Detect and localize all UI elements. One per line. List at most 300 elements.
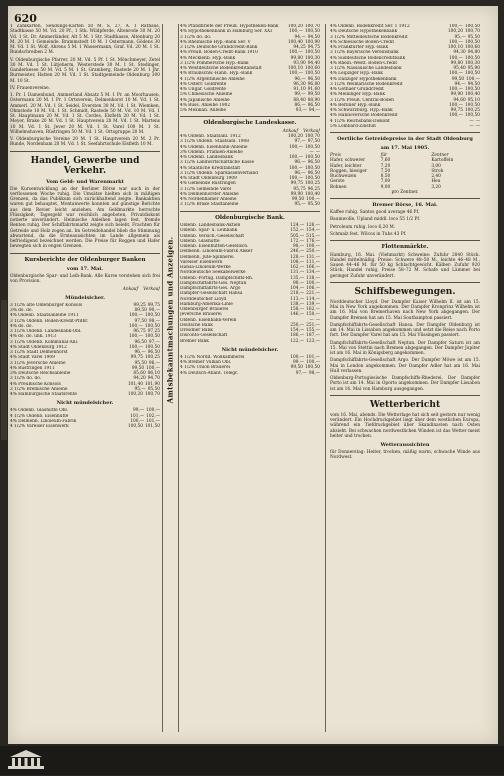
sell-price: 94,50 xyxy=(467,81,480,87)
sell-price: 154,— xyxy=(306,228,320,234)
security-name: 4 1/2% Nordd. Wollkämmerei xyxy=(180,354,245,360)
landeskasse-heading: Oldenburgische Landeskasse. xyxy=(203,120,297,127)
buy-price: 100,— xyxy=(289,155,303,161)
landeskasse-list xyxy=(180,134,320,208)
buy-price: 100,— xyxy=(130,418,145,424)
security-name: 3 1/2% Landwirtschaftliche Kasse xyxy=(180,160,255,166)
buy-price: 100,10 xyxy=(287,66,303,71)
security-name: 4% Schlesische Boden-Credit xyxy=(330,39,395,45)
sell-price: 95,50 xyxy=(147,386,160,392)
shares-list xyxy=(180,223,320,344)
sell-price: 101,— xyxy=(146,418,160,424)
sell-price: 123,— xyxy=(306,338,320,344)
side-label-text: Amtsbekanntmachungen und Anzeigen. xyxy=(165,236,175,404)
security-name: 4% Deutsch-Atlant. Telegr. xyxy=(180,370,239,376)
sell-price: 138,— xyxy=(306,275,320,281)
security-name: 4% do. do. xyxy=(10,323,33,329)
side-label xyxy=(163,200,177,440)
buy-price: 108,— xyxy=(290,259,305,265)
buy-price: 186,— xyxy=(290,333,305,339)
sell-price: 100,50 xyxy=(464,39,480,45)
buy-price: 100,20 xyxy=(287,134,303,140)
security-name: 4% Stadt Oldenburg 1909 xyxy=(180,176,237,182)
buy-price: 95,75 xyxy=(293,186,306,192)
sell-price: 100,— xyxy=(466,76,480,82)
buy-price: 95,50 xyxy=(134,360,147,366)
sell-price: 101,— xyxy=(306,354,320,360)
grain-cell: Bohnen xyxy=(330,184,347,190)
sell-price: 100,30 xyxy=(304,55,320,61)
buy-price: 96,— xyxy=(294,170,306,176)
buy-price: 152,— xyxy=(290,228,305,234)
buy-price: — xyxy=(309,149,314,155)
security-name: 5% Lombard-Zinsfuß xyxy=(330,123,376,129)
exchange-line: Kaffee ruhig. Santos good average 46 Pf. xyxy=(330,210,420,215)
sell-price: — xyxy=(315,149,320,155)
grain-cell: Roggen, hiesiger xyxy=(330,168,367,174)
security-name: Oldenb. Glashütte xyxy=(180,238,220,244)
buy-price: 94,25 xyxy=(293,45,306,50)
security-name: 5% Chinesische Anleihe xyxy=(180,92,233,98)
sell-price: 100,50 xyxy=(464,71,480,77)
sell-price: 100,50 xyxy=(144,344,160,350)
weather-report: vom 16. Mai, abends. Die Wetterlage hat sich seit gestern nur wenig verändert. Ein Hochdruckgebiet liegt über dem westlichen Europa, während ein Tiefdruckgebiet über Skandinavien nach Osten abzieht. Bei schwachen nordwestlichen Winden ist das Wetter meist heiter und trocken. xyxy=(330,412,480,439)
buy-price: 91,10 xyxy=(293,87,306,92)
sell-price: 100,30 xyxy=(464,60,480,66)
shipping-report: Dampfschiffahrts-Gesellschaft Neptun. Der Dampfer Saturn ist am 15. Mai von Stettin nach Bremen abgegangen. Der Dampfer Jupiter ist am 16. Mai in Königsberg angekommen. xyxy=(330,340,480,357)
security-name: Disconto-Gesellschaft xyxy=(180,333,228,339)
sell-price: 100,70 xyxy=(464,29,480,35)
exchange-line: Schmalz fest. Wilcox in Tubs 43 Pf. xyxy=(330,231,407,237)
sell-price: 100,60 xyxy=(464,45,480,50)
divider xyxy=(10,151,160,152)
shipping-reports xyxy=(330,300,480,392)
buy-price: — xyxy=(309,317,314,323)
security-name: 4 1/2% Union Brauerei xyxy=(180,365,231,371)
intro-section xyxy=(10,24,160,148)
buy-price: 97,— xyxy=(295,370,307,376)
security-name: 4% Meininger Hyp.-Bank xyxy=(330,92,385,98)
sell-price: 162,— xyxy=(306,307,320,313)
sell-price: 100,50 xyxy=(464,55,480,61)
sell-price: 88,90 xyxy=(307,97,320,103)
grain-cell: 7,20 xyxy=(380,163,391,169)
buy-price: 138,— xyxy=(290,301,305,307)
grain-cell: Stroh xyxy=(431,168,444,174)
buy-price: 94,— xyxy=(454,81,466,87)
securities-subheading-2: Nicht mündelsicher. xyxy=(56,400,114,407)
rate-row xyxy=(330,124,480,129)
sell-price: 100,— xyxy=(306,197,320,203)
divider xyxy=(180,211,320,212)
sell-price: 100,50 xyxy=(464,102,480,108)
grain-cell: Gerste xyxy=(330,179,345,185)
sell-price: 100,25 xyxy=(464,108,480,113)
column-rule xyxy=(178,24,179,732)
sell-price: 126,— xyxy=(306,223,320,229)
security-name: 4% Preuß. Boden-Credit-Bank 1910 xyxy=(180,50,258,56)
security-name: 4% do. do. unk. 1913 xyxy=(10,334,56,340)
sell-price: 95,90 xyxy=(467,66,480,71)
buy-price: 100,— xyxy=(289,165,303,171)
security-name: 4% Rhein.-Westf. Boden-Credit xyxy=(330,60,398,66)
grain-cell: 3,20 xyxy=(431,184,441,190)
grain-cell: 7,50 xyxy=(380,168,391,174)
security-name: 3 1/2% do. do. xyxy=(10,376,42,382)
security-name: 3 1/2% Jeversche Anleihe xyxy=(10,360,66,366)
sell-price: 100,50 xyxy=(144,334,160,340)
grain-note: pro Zentner. xyxy=(391,189,419,195)
buy-price: 100,— xyxy=(289,144,303,150)
scan-footer xyxy=(0,746,504,775)
sell-price: 100,50 xyxy=(304,29,320,35)
buy-price: 100,— xyxy=(449,87,463,92)
buy-price: 97,— xyxy=(294,139,306,145)
library-logo xyxy=(6,748,46,772)
buy-price: 100,— xyxy=(449,71,463,77)
buy-price: 99,— xyxy=(132,408,145,414)
buy-price: 93,90 xyxy=(293,60,306,66)
sell-price: 97,25 xyxy=(147,329,160,335)
sell-price: 106,— xyxy=(306,286,320,292)
security-name: 3 1/2% Nassauische Landesbank xyxy=(330,66,402,71)
shipping-report: Dampfschiffahrts-Gesellschaft Argo. Der Dampfer Möwe ist am 15. Mai in London angekommen. Der Dampfer Adler hat am 16. Mai Hull verlassen. xyxy=(330,358,480,374)
sell-price: 100,70 xyxy=(304,134,320,140)
security-name: 3 1/2% Oldenb. Staatsanl. 1908 xyxy=(180,139,249,145)
buy-price: 99,25 xyxy=(133,302,146,308)
buy-price: 98,— xyxy=(292,280,305,286)
column-left xyxy=(10,24,160,732)
security-name: 3 1/2% Pommersche Hyp.-Bank xyxy=(180,60,249,66)
sell-price: 97,— xyxy=(148,339,160,345)
security-name: 4% Oldenb. Staatsanl. 1912 xyxy=(180,134,241,140)
buy-price: 93,— xyxy=(295,108,307,113)
sell-price: 97,50 xyxy=(307,139,320,145)
buy-price: 505,— xyxy=(290,233,305,239)
buy-price: 99,50 xyxy=(451,76,465,82)
column-middle xyxy=(180,24,320,732)
buy-price: 99,80 xyxy=(450,60,463,66)
sell-price: 100,50 xyxy=(304,365,320,371)
security-name: 4% Pfandbriefe der Preuß. Hypotheken-Bank xyxy=(180,24,279,29)
sell-price: 176,— xyxy=(306,238,320,244)
buy-price: 96,— xyxy=(294,76,306,82)
buy-price: 99,— xyxy=(294,92,306,98)
column-right xyxy=(330,24,480,732)
sell-price: 91,60 xyxy=(307,87,320,92)
buy-price: 99,— xyxy=(292,360,305,366)
buy-price: 100,50 xyxy=(127,424,143,430)
weather-heading: Wetterbericht xyxy=(369,399,441,410)
shipping-report: Dampfschiffahrts-Gesellschaft Hansa. Der Dampfer Oldenburg ist am 14. Mai in Lissabon angekommen und setzt die Reise nach Porto fort. Der Dampfer Varel hat am 15. Mai Vlissingen passiert. xyxy=(330,322,480,339)
sell-price: 221,— xyxy=(306,291,320,297)
buy-price: 99,50 xyxy=(290,365,303,371)
buy-price: 250,— xyxy=(290,322,305,328)
buy-price: 246,— xyxy=(290,249,305,255)
security-name: 3 1/2% Oldenb. Sparkassenverband xyxy=(180,170,258,176)
buy-price: — xyxy=(469,118,474,124)
grain-prices-heading: Oertliche Getreidepreise in der Stadt Oldenburg xyxy=(337,136,473,142)
security-name: Jeversche Brauerei xyxy=(180,312,222,318)
security-name: 4% Ungar. Goldrente xyxy=(180,87,226,92)
sell-price: 94,— xyxy=(308,108,320,113)
shipping-report: Norddeutscher Lloyd. Der Dampfer Kaiser Wilhelm II. ist am 15. Mai in New York angekommen. Der Dampfer Kronprinz Wilhelm ist am 16. Mai von Bremerhaven nach New York abgegangen. Der Dampfer Bremen hat am 15. Mai Southampton passiert. xyxy=(330,299,480,321)
sell-price: 139,— xyxy=(306,301,320,307)
buy-price: 96,— xyxy=(294,160,306,166)
divider xyxy=(330,240,480,241)
buy-price: 99,75 xyxy=(290,181,303,187)
security-name: 4% Rüstringen 1911 xyxy=(10,365,55,371)
sell-header: Verkauf xyxy=(143,286,160,292)
security-name: 3 1/2% Deutsche Grundcredit-Bank xyxy=(180,45,258,50)
shares-subheading: Nicht mündelsicher. xyxy=(221,346,279,353)
buy-price: 100,— xyxy=(129,334,143,340)
security-name: 4% Hypothekenbank in Hamburg Ser. XXI xyxy=(180,29,272,35)
buy-price: — xyxy=(469,123,474,129)
exchange-line: Baumwolle, Upland middl. loco 55 1/2 Pf. xyxy=(330,217,421,223)
buy-price: 100,— xyxy=(129,323,143,329)
security-name: Oldenb. Eisenhütten-Gesellsch. xyxy=(180,244,249,250)
buy-price: 97,50 xyxy=(134,318,147,324)
security-name: 4% Russ. Anleihe 1902 xyxy=(180,102,231,108)
security-name: 3 1/2% Weimarische Bodenkredit xyxy=(330,81,403,87)
security-name: Oldenb.-Portug. Dampfschiffs-Rh. xyxy=(180,275,254,281)
security-name: Oldenb. Spar- u. Leihbank xyxy=(180,228,238,234)
sell-price: 155,— xyxy=(306,328,320,334)
security-name: 3 1/2% Bayerische Vereinsbank xyxy=(330,50,399,56)
grain-col-header: Zentner xyxy=(431,153,449,158)
rate-row xyxy=(10,392,160,397)
divider xyxy=(330,282,480,283)
sell-price: 100,— xyxy=(146,408,160,414)
sell-price: 96,— xyxy=(148,360,160,366)
buy-price: 100,— xyxy=(289,71,303,77)
bonds-list xyxy=(180,355,320,376)
security-name: 3 1/2% alte Oldenburger Konsols xyxy=(10,302,83,308)
grain-cell: 7,60 xyxy=(380,158,391,164)
buy-price: 100,20 xyxy=(287,24,303,29)
security-name: 4% Oldenb. Staatsanleihe 1911 xyxy=(10,313,79,319)
notice-paragraph: V. Oldenburgische Vereine 20 M. 1 St. Hauptverein 20 M. 2 Pr. Bunde, Nordenham 20 M. Vd. 1 St. Seefahrtschule Elsfleth 10 M. xyxy=(10,137,160,148)
security-name: 3 1/2% Brake Stadtanleihe xyxy=(180,202,239,208)
sell-price: 90,— xyxy=(148,308,160,314)
buy-price: 99,50 xyxy=(131,365,145,371)
security-name: 4% Österr. Goldrente xyxy=(180,81,227,87)
buy-price: 113,— xyxy=(290,296,305,302)
sell-price: 96,80 xyxy=(307,81,320,87)
divider xyxy=(330,198,480,199)
sell-price: 98,— xyxy=(148,318,160,324)
grain-cell: 2,40 xyxy=(431,174,441,179)
buy-price: 100,— xyxy=(449,55,463,61)
security-name: 3 1/2% do. do. xyxy=(180,34,212,40)
notice-paragraph: 1. Pr. 1 Damenbund, Ammerland Absatz 5 M. 1 Pr. an Moorhausen, Ostermann 20 M. 1 Pr. 1 Ortsverein, Delmenhorst 10 M. Vd. 1 St. Ammerl. 20 M. Vd. 1 St. Seidel, Eversten 30 M. Vd. 1 St. Wiemken, Ohmstede 10 M. Vd. 1 St. Schmidt, Rastede 50 M. Vd. 10 M. Vd. 1 St. Hauptmann 20 M. Vd. 1 St. Cordes, Elsfleth 20 M. Vd. 1 St. Meyer, Brake 20 M. Vd. 1 St. Hauptverein 20 M. Vd. 1 St. Martens 10 M. Vd. 1 St. Jever 20 M. Vd. 1 St. Varel 100 M. 1 St. Wilhelmshaven, Rüstringen 50 M. Vd. 1 St. Ortsgruppe 20 M. xyxy=(10,93,160,135)
buy-price: 124,— xyxy=(290,223,305,229)
security-name: 4% Nordenhamer Anleihe xyxy=(180,197,237,203)
sell-price: 102,— xyxy=(146,413,160,419)
security-name: 4% Hannoversche Bodenkredit xyxy=(330,113,398,119)
sell-price: 131,— xyxy=(306,254,320,260)
security-name: 3 1/2% Oldenb. Boden-Kredit-Pfdbr. xyxy=(10,318,89,324)
security-name: 4% Rheinische Hyp.-Bank Ser. V xyxy=(180,39,251,45)
divider xyxy=(180,116,320,117)
buy-price: 89,50 xyxy=(134,308,147,314)
security-name: 3 1/2% Oldenb. Kommunal-Anl. xyxy=(10,339,79,345)
sell-price: 101,90 xyxy=(144,381,160,387)
buy-price: 218,— xyxy=(290,291,305,297)
security-name: 4% Bremer Vulkan Obl. xyxy=(180,360,232,366)
sell-price: 95,50 xyxy=(307,202,320,208)
buy-price: 95,40 xyxy=(453,66,466,71)
bank-rates-list xyxy=(10,303,160,398)
buy-price: 88,40 xyxy=(293,97,306,103)
grain-cell: Hafer, schwerer xyxy=(330,158,366,164)
bank-report-note: Oldenburgische Spar- und Leih-Bank. Alle Kurse verstehen sich frei von Provision. xyxy=(10,274,160,285)
sell-price: 99,50 xyxy=(307,92,320,98)
sell-price: 100,50 xyxy=(304,71,320,77)
sell-price: 100,50 xyxy=(304,50,320,56)
buy-price: 100,— xyxy=(449,102,463,108)
security-name: 4% Leipziger Hyp.-Bank xyxy=(330,71,383,77)
security-name: Dampfer-Gesellschaft Hansa xyxy=(180,291,243,297)
buy-price: 99,90 xyxy=(290,191,303,197)
sell-price: 96,50 xyxy=(307,76,320,82)
buy-price: 100,— xyxy=(449,39,463,45)
buy-price: 98,— xyxy=(292,244,305,250)
security-name: 4% Berliner Hyp.-Bank xyxy=(330,102,381,108)
sell-price: 100,50 xyxy=(304,165,320,171)
sell-price: 100,40 xyxy=(304,191,320,197)
divider xyxy=(10,253,160,254)
security-name: Bremer Bank xyxy=(180,338,209,344)
buy-header: Ankauf xyxy=(282,128,299,134)
sell-price: 134,— xyxy=(306,270,320,276)
buy-price: 154,— xyxy=(290,328,305,334)
mortgage-bonds-list xyxy=(330,24,480,129)
grain-prices-date: am 17. Mai 1905. xyxy=(380,145,430,151)
buy-price: 95,— xyxy=(454,34,466,40)
security-name: 4% Deutsche Hypothekenbank xyxy=(330,29,398,35)
security-name: 4% Braunschw.-Hann. Hyp.-Bank xyxy=(180,71,253,77)
security-name: Oldenb. Eisenbahn-Verein xyxy=(180,317,237,323)
sell-price: 100,25 xyxy=(144,355,160,361)
security-name: 5% Mexikan. Anleihe xyxy=(180,108,227,113)
security-name: Deutsche Bank xyxy=(180,322,213,328)
buy-price: 100,10 xyxy=(447,45,463,50)
rate-row xyxy=(180,371,320,376)
divider xyxy=(330,132,480,133)
buy-price: 131,— xyxy=(290,270,305,276)
security-name: 4% Oldenb. Bodenkredit Ser. 1 1912 xyxy=(330,24,410,29)
security-name: 4% Japanische Anleihe xyxy=(180,97,230,103)
sell-price: 95,10 xyxy=(467,97,480,103)
sell-price: 250,— xyxy=(306,249,320,255)
buy-price: 94,60 xyxy=(453,97,466,103)
rate-row xyxy=(180,202,320,207)
buy-price: 172,— xyxy=(290,238,305,244)
sell-price: 100,50 xyxy=(304,144,320,150)
buy-price: 146,— xyxy=(290,312,305,318)
sell-price: 100,50 xyxy=(144,323,160,329)
buy-price: 99,50 xyxy=(291,197,305,203)
buy-price: 101,40 xyxy=(127,381,143,387)
security-name: 4% Schwarzburg. Hyp.-Bank xyxy=(330,108,393,113)
shipping-heading: Schiffsbewegungen. xyxy=(354,286,456,297)
security-name: 4% Süddeutsche Bodencreditbank xyxy=(330,55,406,61)
sell-price: 100,40 xyxy=(464,92,480,98)
bremen-exchange-lines xyxy=(330,210,480,237)
sell-price: 150,— xyxy=(306,312,320,318)
security-name: 4% Delmenh. Linoleum-Fabrik xyxy=(10,418,77,424)
buy-price: 96,75 xyxy=(133,329,146,335)
sell-header: Verkauf xyxy=(303,128,320,134)
buy-price: 96,— xyxy=(134,350,146,356)
buy-price: 100,— xyxy=(129,313,143,319)
sell-price: 114,— xyxy=(306,296,320,302)
buy-header: Ankauf xyxy=(122,286,139,292)
sell-price: 96,50 xyxy=(147,350,160,356)
sell-price: 98,— xyxy=(308,370,320,376)
security-name: 4% Mecklenb. Hyp.-Bank xyxy=(180,55,236,61)
security-name: 4% Frankfurter Hyp.-Bank xyxy=(330,45,389,50)
sell-price: — xyxy=(315,317,320,323)
security-name: Oldenb. Landesbank-Aktien xyxy=(180,223,241,229)
buy-price: 96,30 xyxy=(293,81,306,87)
security-name: 3% Deutsche Reichsanleihe xyxy=(10,371,71,377)
binding-edge xyxy=(1,300,7,440)
sell-price: 100,50 xyxy=(464,113,480,119)
sell-price: 100,— xyxy=(306,244,320,250)
sell-price: 94,40 xyxy=(307,60,320,66)
sell-price: 94,80 xyxy=(467,50,480,56)
bremen-exchange-heading: Bremer Börse, 16. Mai. xyxy=(372,202,438,208)
security-name: 3 1/2% Mitteldeutsche Bodenkredit xyxy=(330,34,408,40)
sell-price: 100,50 xyxy=(304,176,320,182)
security-name: Norddeutsche Seekabelwerke xyxy=(180,270,246,276)
sell-price: 96,50 xyxy=(307,160,320,166)
buy-price: 158,— xyxy=(290,307,305,313)
buy-price: 99,80 xyxy=(290,55,303,61)
security-name: 4 1/2% Reichsbank-Diskont xyxy=(330,118,390,124)
section-heading-trade: Handel, Gewerbe und Verkehr. xyxy=(30,155,140,176)
security-name: 3% do. do. xyxy=(10,308,33,314)
sell-price: 94,75 xyxy=(307,45,320,50)
grain-col-header: Preis xyxy=(330,153,342,158)
security-name: Delmenh. Jute-Spinnerei xyxy=(180,254,234,260)
security-name: Oldenburger Brauerei xyxy=(180,307,229,313)
security-name: 4% Gothaer Grundcredit xyxy=(330,87,384,92)
buy-price: 100,— xyxy=(289,29,303,35)
sell-price: 251,— xyxy=(306,322,320,328)
buy-price: 100,20 xyxy=(127,392,143,398)
security-name: 3 1/2% Gemeinde Varel xyxy=(180,186,232,192)
forecast-text: für Donnerstag: Heiter, trocken, mäßig warm, schwache Winde aus Nordwest. xyxy=(330,450,480,461)
buy-price: 99,75 xyxy=(450,108,463,113)
divider xyxy=(330,395,480,396)
sell-price: 96,25 xyxy=(307,186,320,192)
grain-cell: 3,00 xyxy=(431,163,441,169)
security-name: Hansa-Linoleum-Werke xyxy=(180,265,231,271)
security-name: 3 1/2% Stadt Delmenhorst xyxy=(10,350,68,356)
security-name: Oldenb. Versich.-Gesellschaft xyxy=(180,233,245,239)
buy-price: 99,90 xyxy=(450,92,463,98)
securities-subheading: Mündelsicher. xyxy=(65,294,105,301)
column-rule xyxy=(325,24,326,732)
bank-report-date: vom 17. Mai. xyxy=(66,266,104,273)
sell-price: 111,— xyxy=(306,259,320,265)
sell-price: 100,70 xyxy=(144,392,160,398)
grain-cell: Buchweizen xyxy=(330,174,357,179)
